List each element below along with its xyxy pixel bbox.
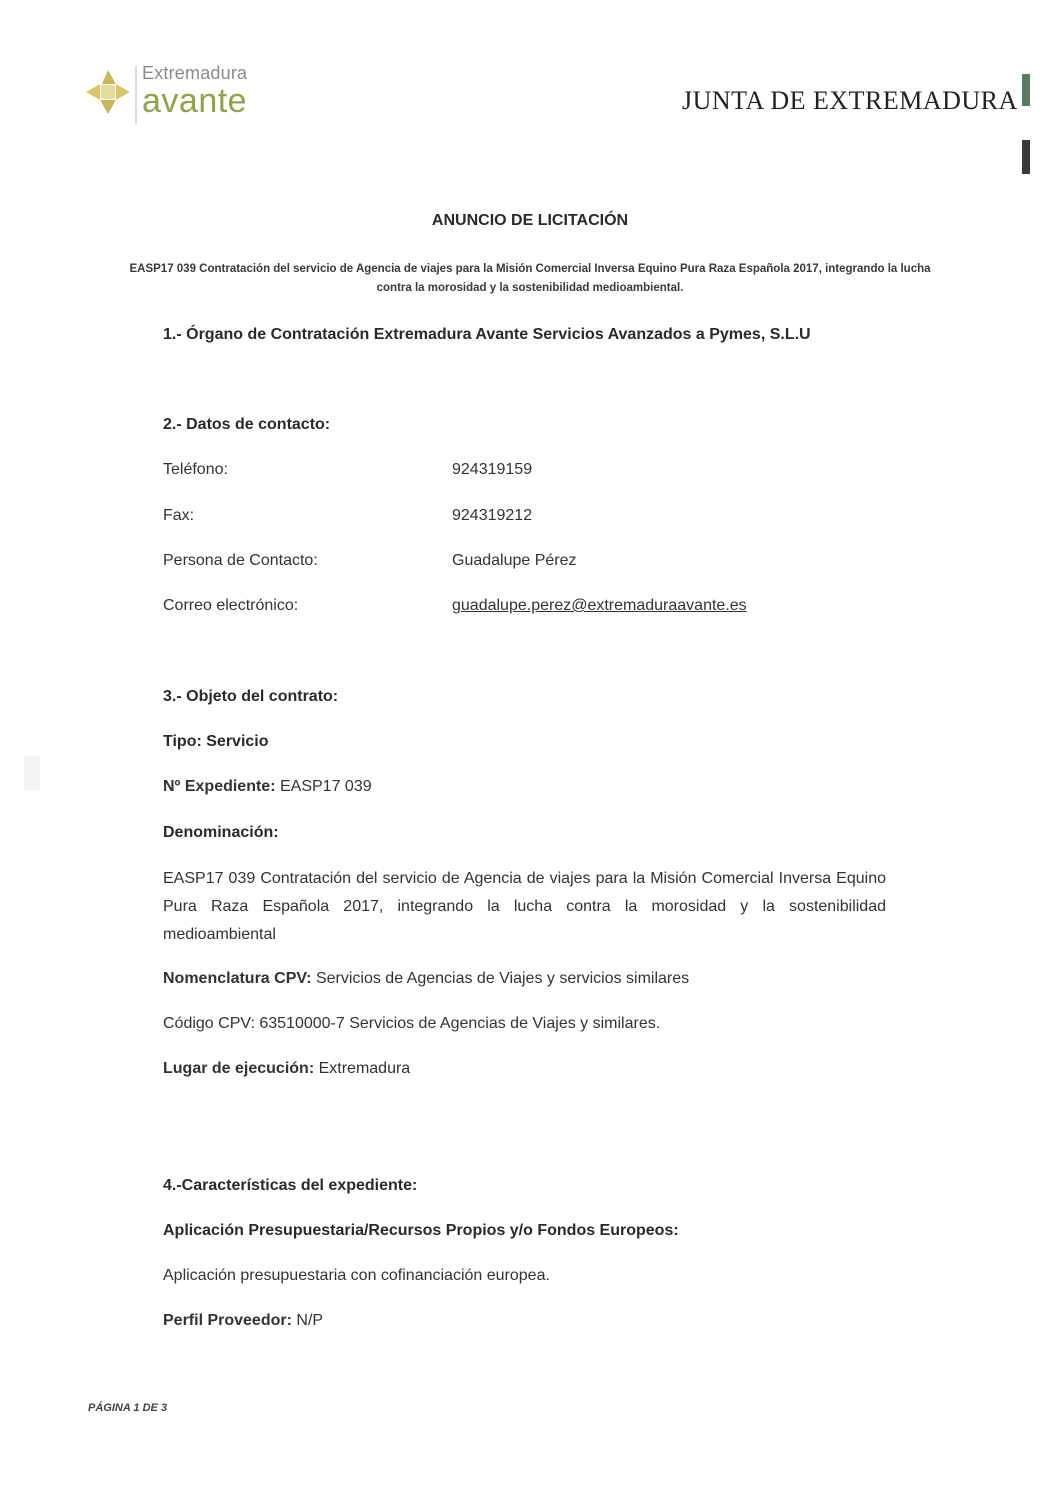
cpv-label: Nomenclatura CPV: (163, 970, 312, 987)
aplicacion-label: Aplicación Presupuestaria/Recursos Propios y/o Fondos Europeos: (163, 1222, 679, 1239)
cpv-value: Servicios de Agencias de Viajes y servicios similares (315, 970, 690, 987)
phone-value: 924319159 (452, 461, 533, 478)
perfil-value: N/P (296, 1312, 324, 1329)
tipo-servicio: Tipo: Servicio (163, 733, 269, 750)
contact-person-label: Persona de Contacto: (163, 552, 318, 569)
side-bar-green (1022, 74, 1030, 106)
section-1-heading: 1.- Órgano de Contratación Extremadura Avante Servicios Avanzados a Pymes, S.L.U (163, 326, 811, 343)
junta-extremadura-title: JUNTA DE EXTREMADURA (682, 86, 1018, 115)
perfil-label: Perfil Proveedor: (163, 1312, 292, 1329)
codigo-cpv: Código CPV: 63510000-7 Servicios de Agencias de Viajes y similares. (163, 1015, 661, 1032)
lugar-label: Lugar de ejecución: (163, 1060, 315, 1077)
subtitle-line-2: contra la morosidad y la sostenibilidad medioambiental. (376, 282, 684, 294)
contact-person-value: Guadalupe Pérez (452, 552, 577, 569)
expediente-label: Nº Expediente: (163, 778, 276, 795)
lugar-line (163, 1060, 410, 1078)
lugar-value: Extremadura (318, 1060, 411, 1077)
subtitle-line-1: EASP17 039 Contratación del servicio de Agencia de viajes para la Misión Comercial Inversa Equino Pura Raza Española 2017, integrando la lucha (129, 263, 931, 275)
cpv-line (163, 970, 689, 988)
email-link[interactable]: guadalupe.perez@extremaduraavante.es (452, 597, 747, 614)
scan-smudge (24, 756, 40, 790)
document-subtitle (90, 260, 970, 298)
expediente-line (163, 778, 372, 796)
page-number: PÁGINA 1 DE 3 (88, 1402, 168, 1414)
section-2-heading: 2.- Datos de contacto: (163, 416, 331, 433)
logo-text-top: Extremadura (142, 63, 248, 83)
section-3-heading: 3.- Objeto del contrato: (163, 688, 339, 705)
document-title: ANUNCIO DE LICITACIÓN (431, 212, 629, 229)
expediente-value: EASP17 039 (279, 778, 372, 795)
section-4-heading: 4.-Características del expediente: (163, 1177, 418, 1194)
fax-label: Fax: (163, 507, 195, 524)
fax-value: 924319212 (452, 507, 533, 524)
logo-text-bottom: avante (142, 82, 248, 120)
email-label: Correo electrónico: (163, 597, 299, 614)
phone-label: Teléfono: (163, 461, 228, 478)
aplicacion-text: Aplicación presupuestaria con cofinanciación europea. (163, 1267, 550, 1284)
side-bar-dark (1022, 140, 1030, 174)
denominacion-text: EASP17 039 Contratación del servicio de Agencia de viajes para la Misión Comercial Inversa Equino Pura Raza Española 2017, integrando la lucha contra la morosidad y la sostenibilidad medioambiental (163, 870, 886, 943)
denominacion-label: Denominación: (163, 824, 279, 841)
perfil-line (163, 1312, 323, 1330)
